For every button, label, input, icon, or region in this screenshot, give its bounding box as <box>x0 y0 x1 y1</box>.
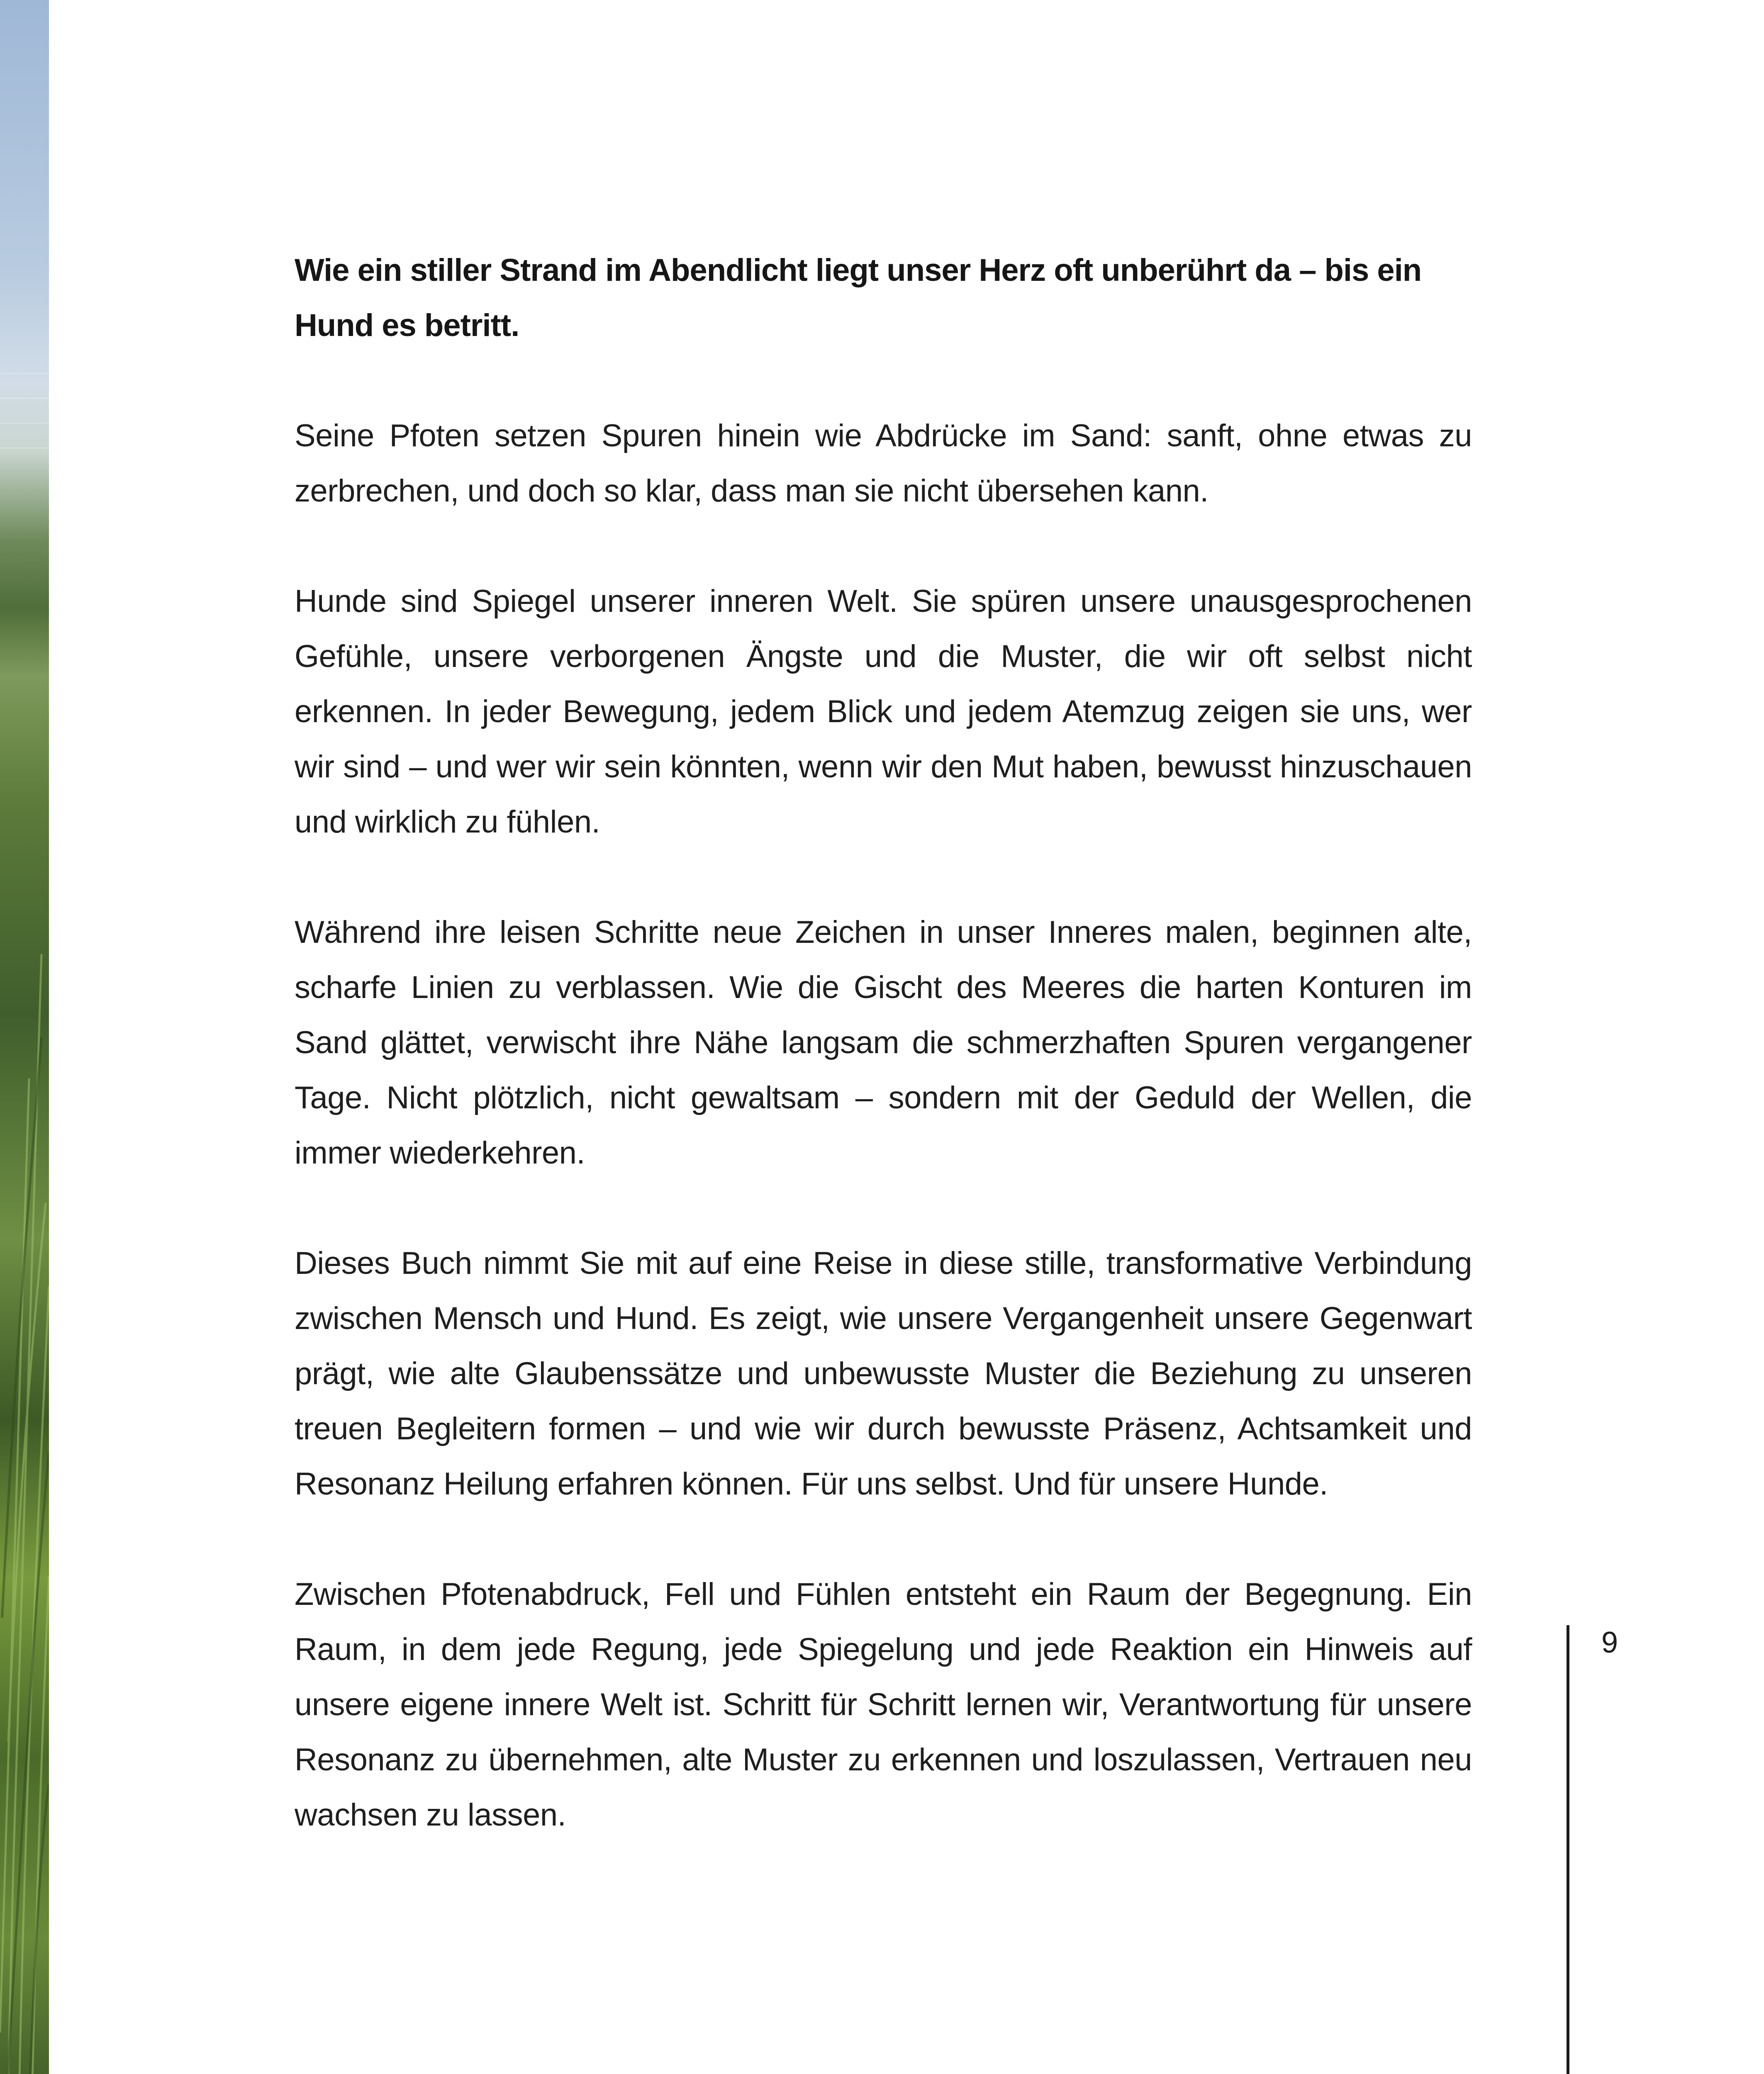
side-photo-strip <box>0 0 49 2074</box>
body-text <box>295 243 1472 1898</box>
paragraph-5: Zwischen Pfotenabdruck, Fell und Fühlen entsteht ein Raum der Begegnung. Ein Raum, in dem jede Regung, jede Spiegelung und jede Reaktion ein Hinweis auf unsere eigene innere Welt ist. Schritt für Schritt lernen wir, Verantwortung für unsere Resonanz zu übernehmen, alte Muster zu erkennen und loszulassen, Vertrauen neu wachsen zu lassen. <box>295 1577 1472 1833</box>
paragraph-3: Während ihre leisen Schritte neue Zeichen in unser Inneres malen, beginnen alte, scharfe Linien zu verblassen. Wie die Gischt des Meeres die harten Konturen im Sand glättet, verwischt ihre Nähe langsam die schmerzhaften Spuren vergangener Tage. Nicht plötzlich, nicht gewaltsam – sondern mit der Geduld der Wellen, die immer wiederkehren. <box>295 915 1472 1171</box>
page-number-rule <box>1567 1625 1569 2074</box>
paragraph-2: Hunde sind Spiegel unserer inneren Welt. Sie spüren unsere unausgesprochenen Gefühle, unsere verborgenen Ängste und die Muster, die wir oft selbst nicht erkennen. In jeder Bewegung, jedem Blick und jedem Atemzug zeigen sie uns, wer wir sind – und wer wir sein könnten, wenn wir den Mut haben, bewusst hinzuschauen und wirklich zu fühlen. <box>295 584 1472 840</box>
lead-paragraph: Wie ein stiller Strand im Abendlicht liegt unser Herz oft unberührt da – bis ein Hund es betritt. <box>295 253 1422 343</box>
grass-photo <box>0 0 49 2074</box>
page-number: 9 <box>1601 1626 1618 1659</box>
paragraph-4: Dieses Buch nimmt Sie mit auf eine Reise in diese stille, transformative Verbindung zwischen Mensch und Hund. Es zeigt, wie unsere Vergangenheit unsere Gegenwart prägt, wie alte Glaubenssätze und unbewusste Muster die Beziehung zu unseren treuen Begleitern formen – und wie wir durch bewusste Präsenz, Achtsamkeit und Resonanz Heilung erfahren können. Für uns selbst. Und für unsere Hunde. <box>295 1246 1472 1502</box>
paragraph-1: Seine Pfoten setzen Spuren hinein wie Abdrücke im Sand: sanft, ohne etwas zu zerbrechen, und doch so klar, dass man sie nicht übersehen kann. <box>295 418 1472 509</box>
